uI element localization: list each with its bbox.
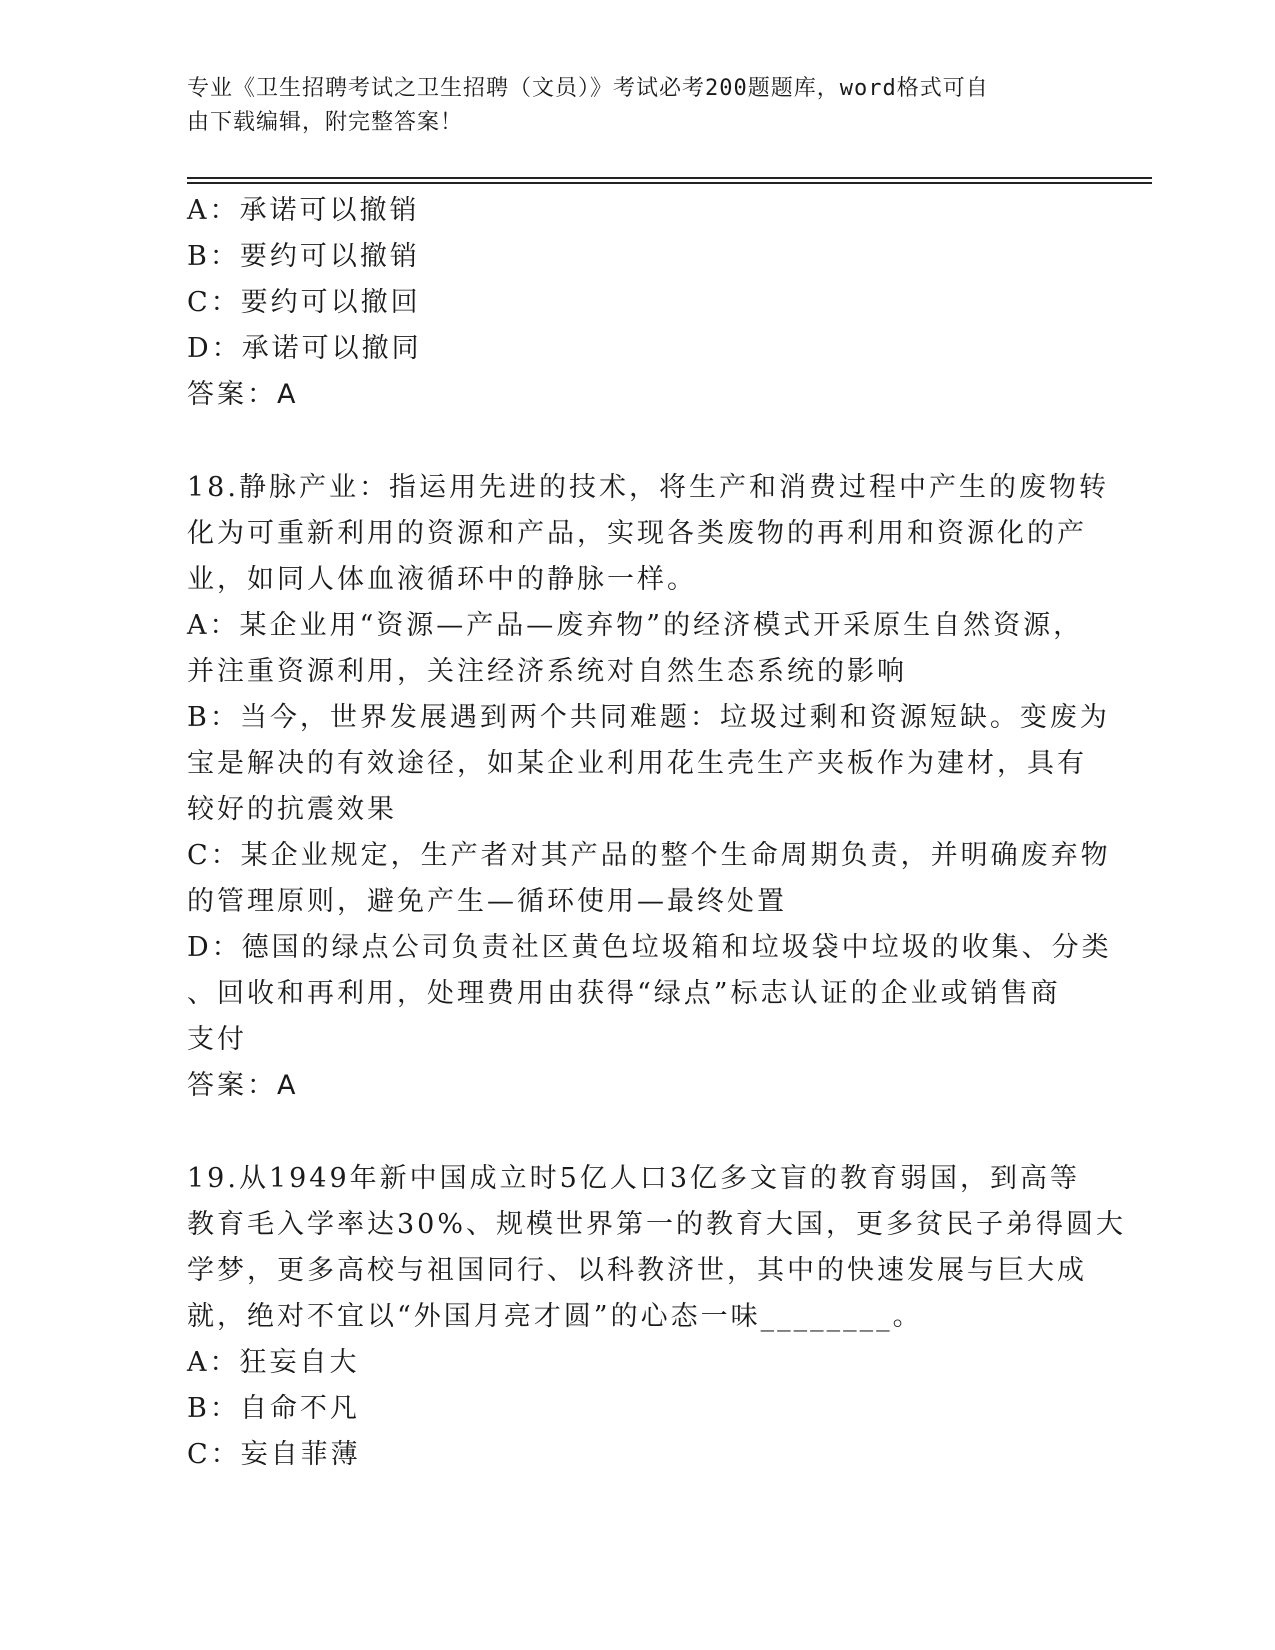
answer-line: 答案：A xyxy=(187,1070,299,1101)
option-a: A：某企业用“资源—产品—废弃物”的经济模式开采原生自然资源， xyxy=(187,610,1084,641)
question-text-line: 19.从1949年新中国成立时5亿人口3亿多文盲的教育弱国，到高等 xyxy=(187,1163,1081,1194)
header-divider-bottom xyxy=(187,182,1152,184)
spacer xyxy=(187,1109,1087,1156)
question-18 xyxy=(187,465,1112,1109)
option-c: C：妄自菲薄 xyxy=(187,1439,361,1470)
option-a: A：承诺可以撤销 xyxy=(187,195,420,226)
option-b: B：自命不凡 xyxy=(187,1393,360,1424)
option-c: C：某企业规定，生产者对其产品的整个生命周期负责，并明确废弃物 xyxy=(187,840,1111,871)
question-text-line: 学梦，更多高校与祖国同行、以科教济世，其中的快速发展与巨大成 xyxy=(187,1255,1087,1286)
option-d: D：承诺可以撤同 xyxy=(187,333,422,364)
option-b-cont: 较好的抗震效果 xyxy=(187,794,397,825)
option-d-cont: 支付 xyxy=(187,1024,247,1055)
answer-line: 答案：A xyxy=(187,379,299,410)
header-line-2: 由下载编辑，附完整答案！ xyxy=(187,110,464,135)
option-b: B：要约可以撤销 xyxy=(187,241,420,272)
option-d-cont: 、回收和再利用，处理费用由获得“绿点”标志认证的企业或销售商 xyxy=(187,978,1061,1009)
option-a: A：狂妄自大 xyxy=(187,1347,360,1378)
option-c: C：要约可以撤回 xyxy=(187,287,421,318)
spacer xyxy=(187,418,1087,465)
header-line-1: 专业《卫生招聘考试之卫生招聘（文员）》考试必考200题题库，word格式可自 xyxy=(187,76,989,101)
option-b: B：当今，世界发展遇到两个共同难题：垃圾过剩和资源短缺。变废为 xyxy=(187,702,1110,733)
option-a-cont: 并注重资源利用，关注经济系统对自然生态系统的影响 xyxy=(187,656,907,687)
document-header xyxy=(187,72,1067,140)
option-d: D：德国的绿点公司负责社区黄色垃圾箱和垃圾袋中垃圾的收集、分类 xyxy=(187,932,1112,963)
question-text-line: 化为可重新利用的资源和产品，实现各类废物的再利用和资源化的产 xyxy=(187,518,1087,549)
question-text-line: 18.静脉产业：指运用先进的技术，将生产和消费过程中产生的废物转 xyxy=(187,472,1109,503)
document-body xyxy=(187,188,1127,1478)
header-divider-top xyxy=(187,177,1152,179)
question-19 xyxy=(187,1156,1127,1478)
question-17-tail xyxy=(187,188,1087,418)
option-c-cont: 的管理原则，避免产生—循环使用—最终处置 xyxy=(187,886,787,917)
question-text-line: 教育毛入学率达30%、规模世界第一的教育大国，更多贫民子弟得圆大 xyxy=(187,1209,1127,1240)
option-b-cont: 宝是解决的有效途径，如某企业利用花生壳生产夹板作为建材，具有 xyxy=(187,748,1087,779)
question-text-line: 就，绝对不宜以“外国月亮才圆”的心态一味________。 xyxy=(187,1301,923,1332)
question-text-line: 业，如同人体血液循环中的静脉一样。 xyxy=(187,564,697,595)
